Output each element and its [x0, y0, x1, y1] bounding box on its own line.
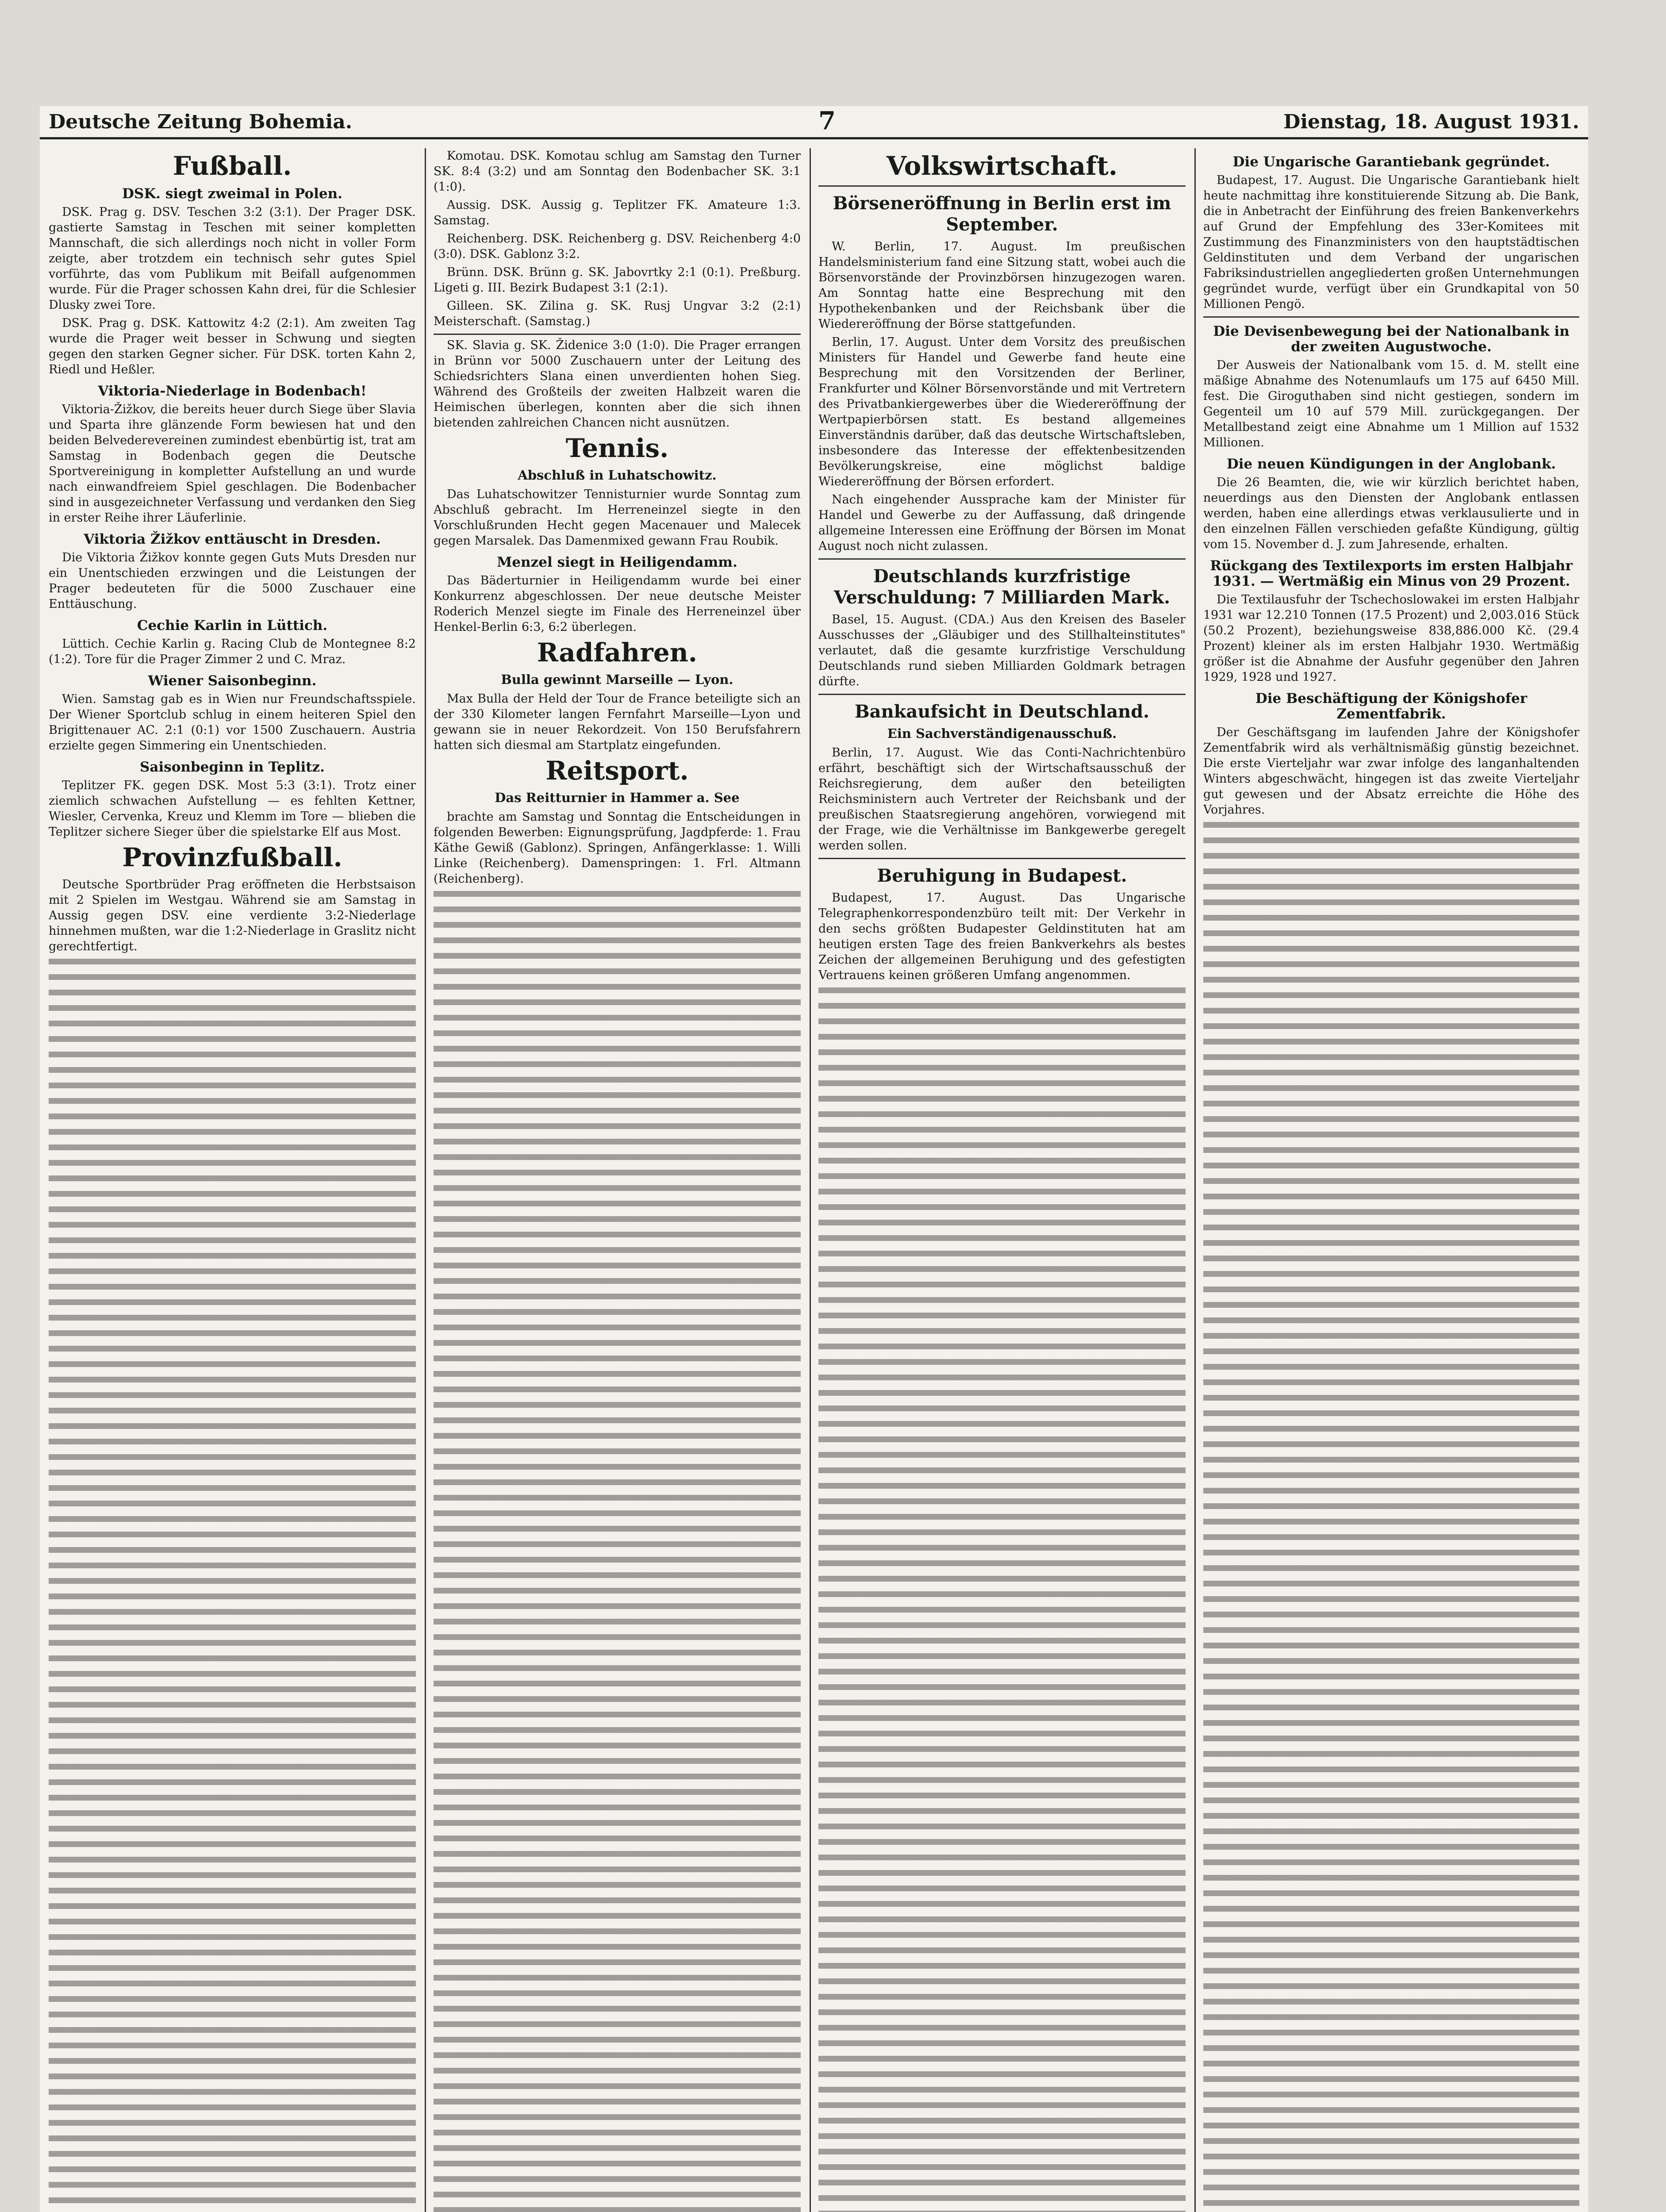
text-block — [1203, 822, 1579, 2212]
article-paragraph: W. Berlin, 17. August. Im preußischen Handelsministerium fand eine Sitzung statt, wobei auch die Börsenvorstände der Provinzbörsen hinzugezogen waren. Am Sonntag hatte eine Besprechung mit den Hypothekenbanken und der Reichsbank über die Wiedereröffnung der Börse stattgefunden. — [818, 240, 1186, 331]
page-header — [40, 106, 1588, 139]
article-headline: Die Ungarische Garantiebank gegründet. — [1232, 154, 1550, 170]
article-paragraph: Basel, 15. August. (CDA.) Aus den Kreisen des Baseler Ausschusses der „Gläubiger und des Stillhalteinstitutes" verlautet, daß die gesamte kurzfristige Verschuldung Deutschlands rund sieben Milliarden Goldmark betragen dürfte. — [818, 613, 1186, 688]
article-paragraph: Die Textilausfuhr der Tschechoslowakei im ersten Halbjahr 1931 war 12.210 Tonnen (17.5 Prozent) und 2,003.016 Stück (50.2 Prozent), beziehungsweise 838,886.000 Kč. (29.4 Prozent) kleiner als im ersten Halbjahr 1930. Wertmäßig größer ist die Abnahme der Ausfuhr gegenüber den Jahren 1929, 1928 und 1927. — [1203, 593, 1579, 684]
article-paragraph: DSK. Prag g. DSK. Kattowitz 4:2 (2:1). Am zweiten Tag wurde die Prager weit besser in Schwung und siegten gegen den starken Gegner sicher. Für DSK. torten Kahn 2, Riedl und Heßler. — [49, 316, 416, 376]
section-title: Provinzfußball. — [122, 842, 342, 872]
article-headline: Menzel siegt in Heiligendamm. — [497, 554, 737, 570]
section-title: Radfahren. — [537, 637, 698, 668]
article-headline: Saisonbeginn in Teplitz. — [140, 759, 325, 775]
article-headline: Deutschlands kurzfristige Verschuldung: 7 Milliarden Mark. — [833, 566, 1171, 608]
article-paragraph: Die Viktoria Žižkov konnte gegen Guts Muts Dresden nur ein Unentschieden erzwingen und die Leistungen der Prager bedeuteten für die 5000 Zuschauer eine Enttäuschung. — [49, 551, 416, 611]
divider — [1203, 316, 1579, 318]
article-paragraph: Aussig. DSK. Aussig g. Teplitzer FK. Amateure 1:3. Samstag. — [434, 198, 801, 227]
article-paragraph: brachte am Samstag und Sonntag die Entscheidungen in folgenden Bewerben: Eignungsprüfung, Jagdpferde: 1. Frau Käthe Gewiß (Gablonz). Springen, Anfängerklasse: 1. Willi Linke (Reichenberg). Damenspringen: 1. Frl. Altmann (Reichenberg). — [434, 810, 801, 886]
article-subheadline: Ein Sachverständigenausschuß. — [887, 726, 1117, 741]
article-paragraph: Die 26 Beamten, die, wie wir kürzlich berichtet haben, neuerdings aus den Diensten der Anglobank entlassen werden, haben eine allerdings etwas verklausulierte und in den einzelnen Fällen verschieden gefaßte Kündigung, gültig vom 15. November d. J. zum Jahresende, erhalten. — [1203, 476, 1579, 551]
article-headline: DSK. siegt zweimal in Polen. — [122, 186, 342, 202]
article-paragraph: Das Bäderturnier in Heiligendamm wurde bei einer Konkurrenz abgeschlossen. Der neue deutsche Meister Roderich Menzel siegte im Finale des Herreneinzel über Henkel-Berlin 6:3, 6:2 überlegen. — [434, 574, 801, 634]
article-paragraph: Max Bulla der Held der Tour de France beteiligte sich an der 330 Kilometer langen Fernfahrt Marseille—Lyon und gewann sie in neuer Rekordzeit. Von 150 Berufsfahrern hatten sich diesmal am Startplatz eingefunden. — [434, 692, 801, 752]
article-paragraph: Gilleen. SK. Zilina g. SK. Rusj Ungvar 3:2 (2:1) Meisterschaft. (Samstag.) — [434, 299, 801, 328]
column-divider — [1194, 148, 1196, 2212]
article-paragraph: Das Luhatschowitzer Tennisturnier wurde Sonntag zum Abschluß gebracht. Im Herreneinzel siegte in den Vorschlußrunden Hecht gegen Macenauer und Malecek gegen Marsalek. Das Damenmixed gewann Frau Roubik. — [434, 488, 801, 548]
article-paragraph: Berlin, 17. August. Unter dem Vorsitz des preußischen Ministers für Handel und Gewerbe fand heute eine Besprechung mit den Vorsitzenden der Berliner, Frankfurter und Kölner Börsenvorstände und mit Vertretern des Privatbankiergewerbes über die Wiedereröffnung der Wertpapierbörsen statt. Es bestand allgemeines Einverständnis darüber, daß das deutsche Wirtschaftsleben, insbesondere das Interesse der effektenbesitzenden Bevölkerungskreise, eine möglichst baldige Wiedereröffnung der Börsen erfordert. — [818, 335, 1186, 488]
article-paragraph: Brünn. DSK. Brünn g. SK. Jabovrtky 2:1 (0:1). Preßburg. Ligeti g. III. Bezirk Budapest 3:1 (2:1). — [434, 265, 801, 295]
article-paragraph: Lüttich. Cechie Karlin g. Racing Club de Montegnee 8:2 (1:2). Tore für die Prager Zimmer 2 und C. Mraz. — [49, 637, 416, 666]
newspaper-page — [40, 106, 1588, 2212]
divider — [434, 334, 801, 335]
column-economy-2 — [1203, 148, 1579, 2212]
article-headline: Die neuen Kündigungen in der Anglobank. — [1226, 456, 1556, 472]
text-block — [434, 891, 801, 2212]
article-paragraph: Berlin, 17. August. Wie das Conti-Nachrichtenbüro erfährt, beschäftigt sich der Wirtschaftsausschuß der Reichsregierung, dem außer den beteiligten Reichsministern auch Vertreter der Reichsbank und der preußischen Staatsregierung angehören, vorwiegend mit der Frage, wie die Verhältnisse im Bankgewerbe geregelt werden sollen. — [818, 746, 1186, 853]
article-paragraph: Der Ausweis der Nationalbank vom 15. d. M. stellt eine mäßige Abnahme des Notenumlaufs um 175 auf 6450 Mill. fest. Die Giroguthaben sind nicht gestiegen, sondern im Gegenteil um 10 auf 579 Mill. zurückgegangen. Der Metallbestand zeigt eine Abnahme um 1 Million auf 1532 Millionen. — [1203, 358, 1579, 449]
article-paragraph: Komotau. DSK. Komotau schlug am Samstag den Turner SK. 8:4 (3:2) und am Sonntag den Bodenbacher SK. 3:1 (1:0). — [434, 149, 801, 194]
section-title: Tennis. — [565, 433, 669, 463]
article-headline: Wiener Saisonbeginn. — [148, 673, 317, 689]
article-paragraph: Deutsche Sportbrüder Prag eröffneten die Herbstsaison mit 2 Spielen im Westgau. Während sie am Samstag in Aussig gegen DSV. eine verdiente 3:2-Niederlage hinnehmen mußten, war die 1:2-Niederlage in Graslitz nicht gerechtfertigt. — [49, 878, 416, 953]
article-paragraph: Viktoria-Žižkov, die bereits heuer durch Siege über Slavia und Sparta ihre glänzende Form bewiesen hat und den beiden Belvederevereinen zumindest ebenbürtig ist, trat am Samstag in Bodenbach gegen die Deutsche Sportvereinigung in kompletter Aufstellung an und wurde nach einwandfreiem Spiel geschlagen. Die Bodenbacher sind in ausgezeichneter Verfassung und verdanken den Sieg in erster Reihe ihrer Läuferlinie. — [49, 403, 416, 525]
divider — [818, 694, 1186, 695]
column-sport-1 — [49, 148, 416, 2212]
text-block — [49, 959, 416, 2212]
newspaper-name: Deutsche Zeitung Bohemia. — [49, 111, 353, 133]
column-sport-2 — [434, 148, 801, 2212]
page-number: 7 — [818, 106, 836, 135]
section-title: Volkswirtschaft. — [886, 151, 1118, 181]
column-economy — [818, 148, 1186, 2212]
article-paragraph: Der Geschäftsgang im laufenden Jahre der Königshofer Zementfabrik wird als verhältnismäßig günstig bezeichnet. Die erste Vierteljahr war zwar infolge des langanhaltenden Winters abgeschwächt, hingegen ist das zweite Vierteljahr gut gewesen und der Absatz erreichte die Höhe des Vorjahres. — [1203, 726, 1579, 817]
article-headline: Die Beschäftigung der Königshofer Zementfabrik. — [1255, 691, 1528, 722]
article-headline: Cechie Karlin in Lüttich. — [137, 618, 328, 634]
section-title: Reitsport. — [545, 756, 689, 786]
article-headline: Viktoria-Niederlage in Bodenbach! — [98, 383, 367, 399]
article-headline: Börseneröffnung in Berlin erst im September. — [833, 193, 1171, 235]
article-headline: Bankaufsicht in Deutschland. — [854, 701, 1150, 722]
article-paragraph: SK. Slavia g. SK. Židenice 3:0 (1:0). Die Prager errangen in Brünn vor 5000 Zuschauern unter der Leitung des Schiedsrichters Slana einen unverdienten hohen Sieg. Während des Großteils der zweiten Halbzeit waren die Heimischen überlegen, konnten aber die sich ihnen bietenden zahlreichen Chancen nicht ausnützen. — [434, 338, 801, 430]
article-headline: Die Devisenbewegung bei der Nationalbank in der zweiten Augustwoche. — [1213, 323, 1570, 355]
divider — [818, 185, 1186, 187]
divider — [818, 558, 1186, 560]
article-headline: Rückgang des Textilexports im ersten Halbjahr 1931. — Wertmäßig ein Minus von 29 Prozent. — [1210, 558, 1573, 589]
article-headline: Viktoria Žižkov enttäuscht in Dresden. — [84, 531, 381, 547]
article-subheadline: Abschluß in Luhatschowitz. — [518, 468, 717, 483]
article-paragraph: Reichenberg. DSK. Reichenberg g. DSV. Reichenberg 4:0 (3:0). DSK. Gablonz 3:2. — [434, 232, 801, 261]
article-paragraph: Budapest, 17. August. Die Ungarische Garantiebank hielt heute nachmittag ihre konstituierende Sitzung ab. Die Bank, die in Anbetracht der Einführung des freien Bankenverkehrs auf Grund der Empfehlung des 33er-Komitees mit Zustimmung des Finanzministers von den hauptstädtischen Geldinstituten und dem Verband der ungarischen Fabriksindustriellen angegliederten großen Unternehmungen gegründet wurde, verfügt über ein Grundkapital von 50 Millionen Pengö. — [1203, 173, 1579, 311]
divider — [818, 858, 1186, 859]
article-subheadline: Das Reitturnier in Hammer a. See — [495, 790, 740, 805]
issue-date: Dienstag, 18. August 1931. — [1283, 111, 1579, 133]
article-paragraph: Budapest, 17. August. Das Ungarische Telegraphenkorrespondenzbüro teilt mit: Der Verkehr in den sechs größten Budapester Geldinstituten hat am heutigen ersten Tage des freien Bankverkehrs als bestes Zeichen der allgemeinen Beruhigung und des gefestigten Vertrauens keinen größeren Umfang angenommen. — [818, 891, 1186, 982]
article-paragraph: Wien. Samstag gab es in Wien nur Freundschaftsspiele. Der Wiener Sportclub schlug in einem heiteren Spiel den Brigittenauer AC. 2:1 (0:1) vor 1500 Zuschauern. Austria erzielte gegen Simmering ein Unentschieden. — [49, 692, 416, 753]
article-paragraph: Teplitzer FK. gegen DSK. Most 5:3 (3:1). Trotz einer ziemlich schwachen Aufstellung — es fehlten Kettner, Wiesler, Cervenka, Kreuz und Klemm im Tore — blieben die Teplitzer sichere Sieger über die spielstarke Elf aus Most. — [49, 779, 416, 839]
column-divider — [810, 148, 811, 2212]
article-subheadline: Bulla gewinnt Marseille — Lyon. — [501, 672, 733, 687]
article-paragraph: Nach eingehender Aussprache kam der Minister für Handel und Gewerbe zu der Auffassung, daß dringende allgemeine Interessen eine Eröffnung der Börsen im Monat August noch nicht zulassen. — [818, 493, 1186, 553]
article-paragraph: DSK. Prag g. DSV. Teschen 3:2 (3:1). Der Prager DSK. gastierte Samstag in Teschen mit seiner kompletten Mannschaft, die sich allerdings noch nicht in voller Form zeigte, aber trotzdem ein technisch sehr gutes Spiel vorführte, das vom Publikum mit Beifall aufgenommen wurde. Für die Prager schossen Kahn drei, für die Schlesier Dlusky zwei Tore. — [49, 205, 416, 312]
text-block — [818, 987, 1186, 2212]
article-headline: Beruhigung in Budapest. — [877, 865, 1127, 886]
section-title: Fußball. — [173, 151, 292, 181]
column-divider — [425, 148, 426, 2212]
